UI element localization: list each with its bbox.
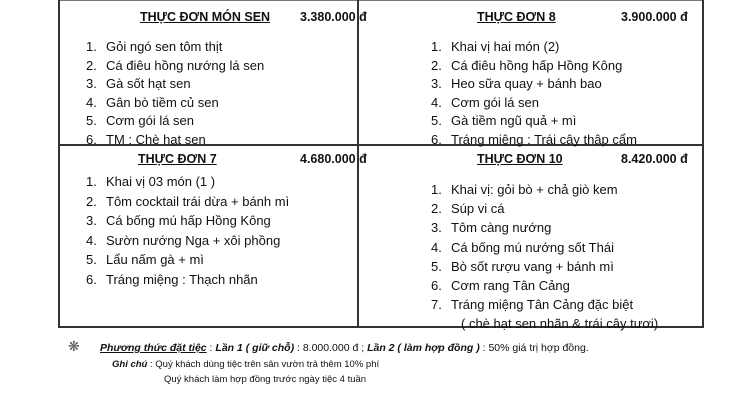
menu-title: THỰC ĐƠN MÓN SEN xyxy=(140,10,271,24)
menu-price: 4.680.000 đ xyxy=(300,152,367,166)
menu-title: THỰC ĐƠN 8 xyxy=(477,10,556,24)
first-payment-label: Lần 1 ( giữ chỗ) xyxy=(215,342,295,354)
menu-price: 3.900.000 đ xyxy=(621,10,688,24)
flower-bullet-icon: ❋ xyxy=(68,338,80,354)
dish-item: 1. Khai vị hai món (2) xyxy=(431,39,560,54)
menu-title: THỰC ĐƠN 7 xyxy=(138,152,217,166)
menu-price: 3.380.000 đ xyxy=(300,10,367,24)
menu-card-sen xyxy=(60,0,367,147)
dish-item: 7. Tráng miệng Tân Cảng đặc biệt xyxy=(431,297,634,313)
dish-item: 3. Heo sữa quay + bánh bao xyxy=(431,76,602,91)
dish-list xyxy=(431,38,637,149)
dish-list xyxy=(86,38,264,149)
dish-item: 4. Cá bống mú nướng sốt Thái xyxy=(431,239,614,255)
payment-label: Phương thức đặt tiệc xyxy=(100,342,207,354)
dish-item: 2. Súp vi cá xyxy=(431,201,505,217)
dish-item: 3. Tôm càng nướng xyxy=(431,220,552,236)
dish-list xyxy=(86,172,289,289)
dish-item: 1. Khai vị 03 món (1 ) xyxy=(86,174,216,189)
dish-item: 5. Cơm gói lá sen xyxy=(86,113,195,128)
note-label: Ghi chú xyxy=(112,359,148,370)
dish-item-note: ( chè hạt sen nhãn & trái cây tươi) xyxy=(461,316,659,332)
dish-item: 4. Gân bò tiềm củ sen xyxy=(86,94,219,110)
menu-price: 8.420.000 đ xyxy=(621,152,688,166)
menu-card-8 xyxy=(359,0,702,147)
note-line-2: Quý khách làm hợp đồng trước ngày tiệc 4 tuần xyxy=(164,374,367,385)
payment-line: Phương thức đặt tiệc : Lần 1 ( giữ chỗ) : 8.000.000 đ ; Lần 2 ( làm hợp đồng ) : 50% giá trị hợp đồng. xyxy=(100,342,589,354)
second-payment-label: Lần 2 ( làm hợp đồng ) xyxy=(367,342,480,354)
dish-item: 2. Cá điêu hồng hấp Hồng Kông xyxy=(431,57,623,73)
dish-item: 3. Gà sốt hạt sen xyxy=(86,76,191,91)
menu-card-10 xyxy=(359,146,702,332)
note-line-1: Ghi chú : Quý khách dùng tiệc trên sân vườn trả thêm 10% phí xyxy=(112,359,380,370)
dish-item: 5. Bò sốt rượu vang + bánh mì xyxy=(431,258,614,274)
dish-item: 3. Cá bống mú hấp Hồng Kông xyxy=(86,213,271,228)
menu-title: THỰC ĐƠN 10 xyxy=(477,152,563,166)
dish-item: 6. Tráng miệng : Thạch nhãn xyxy=(86,271,258,287)
dish-item: 6. TM : Chè hạt sen xyxy=(86,131,206,147)
dish-item: 5. Lẩu nấm gà + mì xyxy=(86,252,204,267)
dish-item: 6. Tráng miệng : Trái cây thập cẩm xyxy=(431,131,637,147)
dish-item: 4. Sườn nướng Nga + xôi phồng xyxy=(86,232,281,248)
dish-item: 6. Cơm rang Tân Cảng xyxy=(431,278,570,294)
dish-item: 2. Cá điêu hồng nướng lá sen xyxy=(86,57,265,73)
dish-item: 5. Gà tiềm ngũ quả + mì xyxy=(431,113,577,128)
dish-item: 1. Gỏi ngó sen tôm thịt xyxy=(86,39,223,54)
dish-list xyxy=(431,180,658,334)
dish-item: 2. Tôm cocktail trái dừa + bánh mì xyxy=(86,193,290,209)
dish-item: 4. Cơm gói lá sen xyxy=(431,94,540,110)
menu-card-7 xyxy=(60,146,367,326)
menu-grid xyxy=(58,0,704,332)
dish-item: 1. Khai vị: gỏi bò + chả giò kem xyxy=(431,182,618,197)
